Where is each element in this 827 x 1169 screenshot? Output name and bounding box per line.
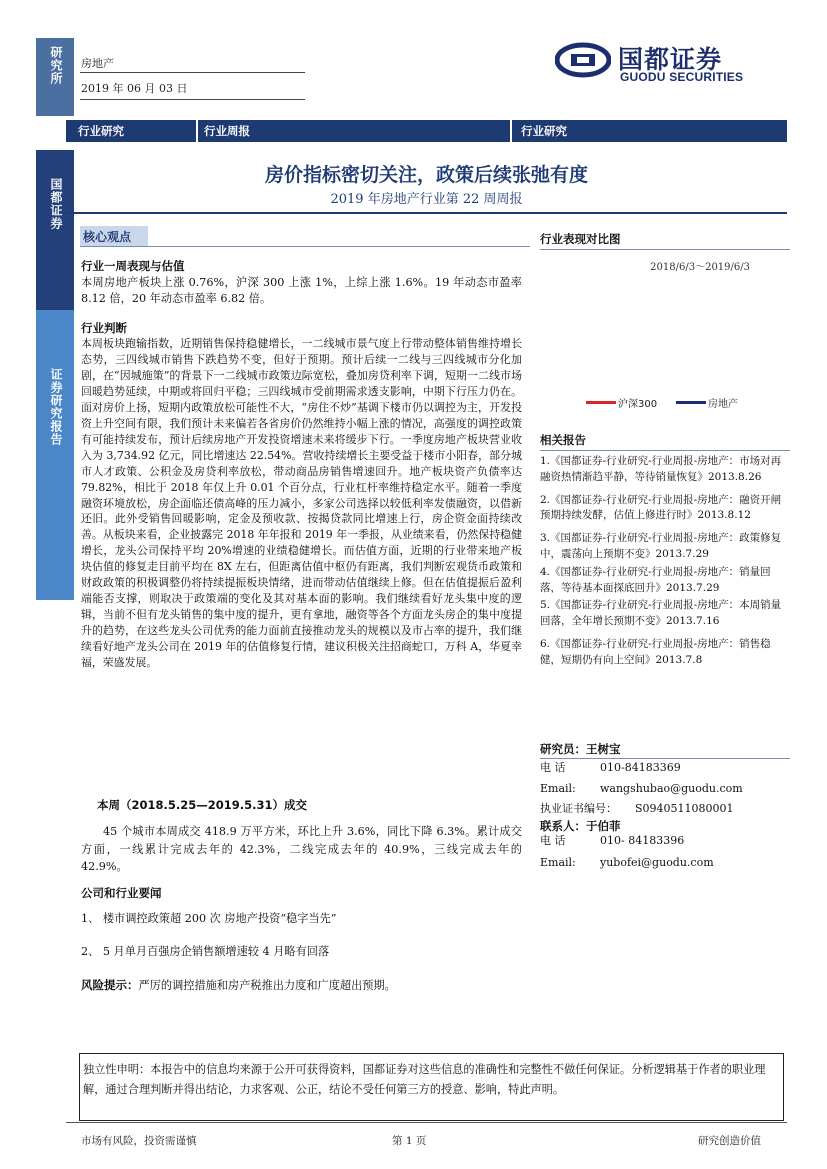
- contact-email[interactable]: yubofei@guodu.com: [600, 856, 714, 869]
- core-view-divider: [80, 246, 530, 247]
- sidebar-block-low: [36, 310, 74, 600]
- report-item[interactable]: 6.《国都证券-行业研究-行业周报-房地产：销售稳健，短期仍有向上空间》2013.7.8: [540, 637, 771, 666]
- analyst-title: 研究员：王树宝: [540, 742, 621, 756]
- risk-text: 严厉的调控措施和房产税推出力度和广度超出预期。: [138, 979, 396, 992]
- compare-heading: 行业表现对比图: [540, 232, 621, 246]
- logo-text-en: GUODU SECURITIES: [620, 70, 744, 84]
- analyst-email-label: Email:: [540, 782, 576, 795]
- deal-heading: 本周（2018.5.25—2019.5.31）成交: [97, 798, 307, 812]
- perf-heading: 行业一周表现与估值: [81, 259, 185, 273]
- sidebar-label-mid: 国都证券: [49, 178, 63, 230]
- sidebar-label-low: 证券研究报告: [49, 368, 63, 446]
- compare-date-range: 2018/6/3～2019/6/3: [650, 262, 750, 273]
- header-rule-1: [80, 72, 305, 73]
- news-heading: 公司和行业要闻: [81, 886, 162, 900]
- category-bar: [66, 120, 787, 142]
- analyst-info: [540, 759, 790, 817]
- report-item[interactable]: 5.《国都证券-行业研究-行业周报-房地产：本周销量回落，全年增长预期不变》2013.7.16: [540, 599, 782, 628]
- deal-text: 45 个城市本周成交 418.9 万平方米，环比上升 3.6%，同比下降 6.3%。累计成交方面，一线累计完成去年的 42.3%，二线完成去年的 40.9%，三线完成去年的 42.9%。: [81, 825, 522, 873]
- footer-divider: [66, 1122, 787, 1123]
- analyst-cert: S0940511080001: [635, 802, 734, 815]
- news-item: 1、 楼市调控政策超 200 次 房地产投资“稳字当先”: [81, 912, 337, 925]
- guodu-logo-icon: [555, 42, 611, 78]
- contact-phone-label: 电 话: [540, 834, 566, 847]
- contact-email-label: Email:: [540, 856, 576, 869]
- title-divider: [66, 212, 787, 214]
- header-rule-2: [80, 99, 305, 100]
- report-list: [540, 454, 790, 669]
- analyst-cert-label: 执业证书编号：: [540, 802, 617, 815]
- core-view-label: 核心观点: [80, 226, 148, 246]
- judge-text: 本周板块跑输指数，近期销售保持稳健增长，一二线城市景气度上行带动整体销售维持增长态势，三四线城市销售下跌趋势不变，但好于预期。预计后续一二线与三四线城市分化加剧，在“因城施策”的背景下一二线城市政策边际宽松，叠加房贷利率下调，短期一二线市场回暖趋势延续，中期或将回归平稳；三四线城市受前期需求透支影响，中期下行压力仍在。面对房价上扬，短期内政策放松可能性不大，“房住不炒”基调下楼市仍以调控为主，开发投资上升空间有限，我们预计未来偏若各省房价仍然维持小幅上涨的情况，高强度的调控政策有可能持续发布，预计后续房地产开发投资增速未来将缓步下行。一季度房地产板块营业收入为 3,734.92 亿元，同比增速达 22.54%。营收持续增长主要受益于楼市小阳春，部分城市人才政策、公积金及房贷利率放松，带动商品房销售增速回升。地产板块资产负债率达 79.82%，相比于 2018 年仅上升 0.01 个百分点，行业杠杆率维持稳定水平。随着一季度融资环境放松，房企面临还债高峰的压力减小，多家公司选择以较低利率发债融资，以借新还旧。此外受销售回暖影响，定金及预收款、按揭贷款同比增速上行，房企资金面持续改善。从板块来看，企业披露完 2018 年年报和 2019 年一季报，从业绩来看，仍然保持稳健增长，龙头公司保持平均 20%增速的业绩稳健增长。而估值方面，近期的行业带来地产板块估值的修复走目前平均在 8X 左右，但距离估值中枢仍有距离，我们判断宏观货币政策和财政政策的积极调整仍将持续提振板块情绪，进而带动估值继续上修。但在估值提振后盈利端能否支撑，则取决于政策端的变化及其对基本面的影响。我们继续看好龙头集中度的逻辑，当前不但有龙头销售的集中度的提升，更有拿地，融资等各个方面龙头房企的集中度提升的趋势，在这些龙头公司优秀的能力面前直接推动龙头的规模以及市占率的提升，我们继续看好地产龙头公司在 2019 年的估值修复行情，建议积极关注招商蛇口，万科 A，华夏幸福，荣盛发展。: [81, 337, 522, 670]
- report-item[interactable]: 2.《国都证券-行业研究-行业周报-房地产：融资开闸预期持续发酵，估值上修进行时》2013.8.12: [540, 493, 782, 522]
- category-separator: [510, 120, 512, 142]
- reports-divider: [540, 450, 790, 451]
- category-left: 行业研究: [78, 124, 124, 138]
- risk-line: [81, 977, 522, 994]
- analyst-phone-label: 电 话: [540, 761, 566, 774]
- category-separator: [196, 120, 198, 142]
- header-date: 2019 年 06 月 03 日: [81, 82, 188, 95]
- logo-text-cn: 国都证券: [618, 45, 723, 74]
- footer-risk-note: 市场有风险，投资需谨慎: [81, 1135, 197, 1147]
- risk-label: 风险提示：: [81, 978, 139, 992]
- header-industry: 房地产: [81, 57, 114, 70]
- reports-heading: 相关报告: [540, 433, 586, 447]
- sidebar-block-top: [36, 38, 74, 116]
- report-title: 房价指标密切关注，政策后续张弛有度: [264, 164, 588, 186]
- compare-divider: [540, 249, 790, 250]
- legend-realestate-swatch: [676, 401, 706, 404]
- category-mid: 行业周报: [204, 124, 250, 138]
- legend-hs300-label: 沪深300: [618, 399, 658, 410]
- contact-title: 联系人：于伯菲: [540, 819, 621, 833]
- legend-realestate-label: 房地产: [708, 399, 738, 410]
- report-item[interactable]: 3.《国都证券-行业研究-行业周报-房地产：政策修复中，震荡向上预期不变》2013.7.29: [540, 532, 782, 560]
- compare-chart-area: [540, 275, 790, 390]
- news-item: 2、 5 月单月百强房企销售额增速较 4 月略有回落: [81, 945, 330, 958]
- legend-hs300-swatch: [586, 401, 616, 404]
- perf-text: 本周房地产板块上涨 0.76%，沪深 300 上涨 1%，上综上涨 1.6%。19 年动态市盈率 8.12 倍，20 年动态市盈率 6.82 倍。: [81, 276, 522, 306]
- contact-info: [540, 832, 790, 871]
- footer-page-number: 第 1 页: [392, 1135, 427, 1147]
- footer-slogan: 研究创造价值: [698, 1135, 761, 1147]
- sidebar-label-top: 研究所: [49, 46, 63, 85]
- category-right: 行业研究: [521, 124, 567, 138]
- analyst-phone: 010-84183369: [600, 761, 681, 774]
- judge-heading: 行业判断: [81, 321, 127, 335]
- report-subtitle: 2019 年房地产行业第 22 周周报: [330, 192, 523, 207]
- disclaimer-box: 独立性申明：本报告中的信息均来源于公开可获得资料，国都证券对这些信息的准确性和完整性不做任何保证。分析逻辑基于作者的职业理解，通过合理判断并得出结论，力求客观、公正，结论不受任何第三方的授意、影响，特此声明。: [79, 1053, 784, 1121]
- analyst-email[interactable]: wangshubao@guodu.com: [600, 782, 743, 795]
- report-item[interactable]: 4.《国都证券-行业研究-行业周报-房地产：销量回落，等待基本面探底回升》2013.7.29: [540, 565, 771, 594]
- report-item[interactable]: 1.《国都证券-行业研究-行业周报-房地产：市场对再融资热情渐趋平静，等待销量恢复》2013.8.26: [540, 455, 782, 483]
- contact-phone: 010- 84183396: [600, 834, 685, 847]
